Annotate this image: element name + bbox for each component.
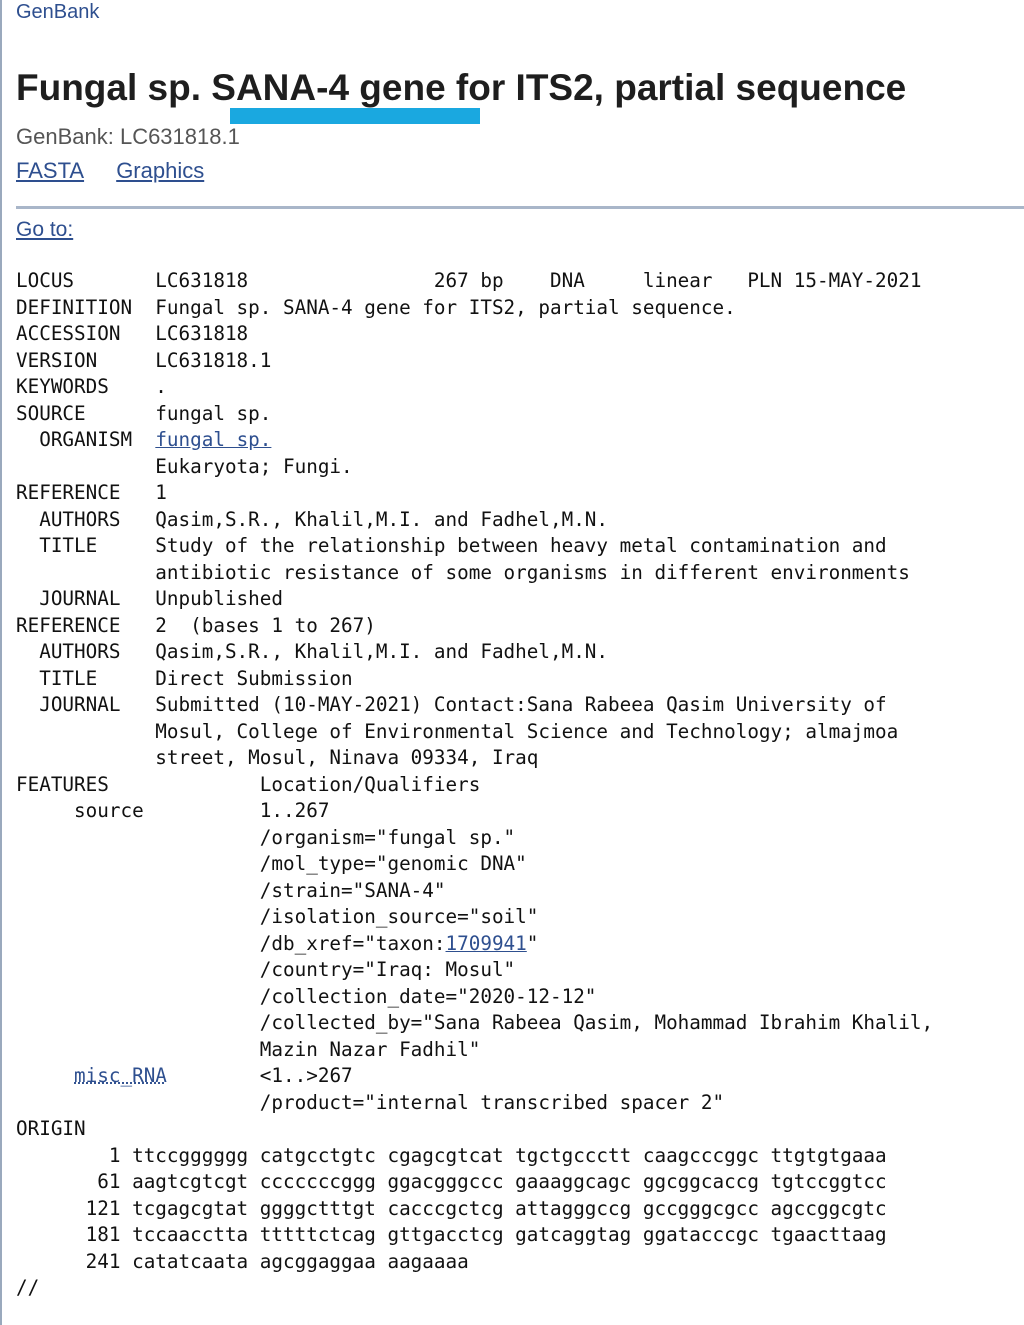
line-q1: /mol_type="genomic DNA" (16, 852, 527, 875)
page-title: Fungal sp. SANA-4 gene for ITS2, partial sequence (16, 67, 907, 108)
line-ref1-title2: antibiotic resistance of some organisms in different environments (16, 560, 910, 584)
highlight-underline (230, 108, 480, 124)
line-ref2-journal1: JOURNAL Submitted (10-MAY-2021) Contact:Sana Rabeea Qasim University of (16, 693, 887, 716)
line-keywords: KEYWORDS . (16, 375, 167, 398)
line-ref1: REFERENCE 1 (16, 481, 167, 504)
database-name[interactable]: GenBank (16, 1, 100, 23)
line-ref1-title1: TITLE Study of the relationship between heavy metal contamination and (16, 534, 887, 557)
line-qa2: /collected_by="Sana Rabeea Qasim, Mohammad Ibrahim Khalil, (16, 1011, 934, 1034)
line-ref2-authors: AUTHORS Qasim,S.R., Khalil,M.I. and Fadhel,M.N. (16, 640, 609, 663)
line-ref2-journal2: Mosul, College of Environmental Science and Technology; almajmoa (16, 719, 899, 743)
line-features: FEATURES Location/Qualifiers (16, 772, 481, 796)
divider (16, 206, 1024, 209)
line-ref1-authors: AUTHORS Qasim,S.R., Khalil,M.I. and Fadhel,M.N. (16, 507, 609, 531)
line-misc-product: /product="internal transcribed spacer 2" (16, 1090, 725, 1114)
line-seq-2: 121 tcgagcgtat ggggctttgt cacccgctcg attagggccg gccgggcgcc agccggcgtc (16, 1196, 887, 1220)
line-qa1: /collection_date="2020-12-12" (16, 984, 597, 1008)
line-dbxref: /db_xref="taxon:1709941" (16, 931, 539, 955)
line-q0: /organism="fungal sp." (16, 825, 516, 849)
goto-link[interactable]: Go to: (16, 218, 74, 241)
line-seq-1: 61 aagtcgtcgt cccccccggg ggacgggccc gaaaggcagc ggcggcaccg tgtccggtcc (16, 1170, 887, 1193)
left-border (0, 0, 2, 1325)
line-ref1-journal: JOURNAL Unpublished (16, 587, 283, 610)
organism-link[interactable]: fungal sp. (155, 428, 272, 451)
line-seq-0: 1 ttccgggggg catgcctgtc cgagcgtcat tgctgccctt caagcccggc ttgtgtgaaa (16, 1143, 887, 1167)
line-source-feature: source 1..267 (16, 799, 330, 822)
line-ref2: REFERENCE 2 (bases 1 to 267) (16, 613, 376, 637)
line-seq-3: 181 tccaacctta tttttctcag gttgacctcg gatcaggtag ggatacccgc tgaacttaag (16, 1223, 887, 1246)
line-version: VERSION LC631818.1 (16, 348, 272, 372)
graphics-link[interactable]: Graphics (116, 158, 205, 183)
line-ref2-journal3: street, Mosul, Ninava 09334, Iraq (16, 746, 539, 769)
format-links (16, 158, 230, 184)
line-definition: DEFINITION Fungal sp. SANA-4 gene for ITS2, partial sequence. (16, 295, 736, 319)
line-lineage: Eukaryota; Fungi. (16, 454, 353, 478)
line-organism: ORGANISM fungal sp. (16, 428, 272, 451)
line-q2: /strain="SANA-4" (16, 878, 446, 902)
fasta-link[interactable]: FASTA (16, 158, 85, 183)
line-q3: /isolation_source="soil" (16, 905, 539, 928)
line-source: SOURCE fungal sp. (16, 401, 272, 425)
line-locus: LOCUS LC631818 267 bp DNA linear PLN 15-MAY-2021 (16, 269, 922, 292)
line-ref2-title: TITLE Direct Submission (16, 666, 353, 690)
accession-line: GenBank: LC631818.1 (16, 124, 240, 149)
line-terminator: // (16, 1276, 40, 1299)
misc-rna-link[interactable]: misc_RNA (74, 1064, 167, 1087)
taxon-link[interactable]: 1709941 (445, 931, 527, 955)
line-misc-rna: misc_RNA <1..>267 (74, 1064, 353, 1087)
line-origin: ORIGIN (16, 1117, 86, 1140)
line-accession: ACCESSION LC631818 (16, 322, 249, 345)
line-qa0: /country="Iraq: Mosul" (16, 958, 516, 981)
line-seq-4: 241 catatcaata agcggaggaa aagaaaa (16, 1249, 469, 1273)
line-qa3: Mazin Nazar Fadhil" (16, 1037, 481, 1061)
genbank-record (16, 268, 933, 1302)
